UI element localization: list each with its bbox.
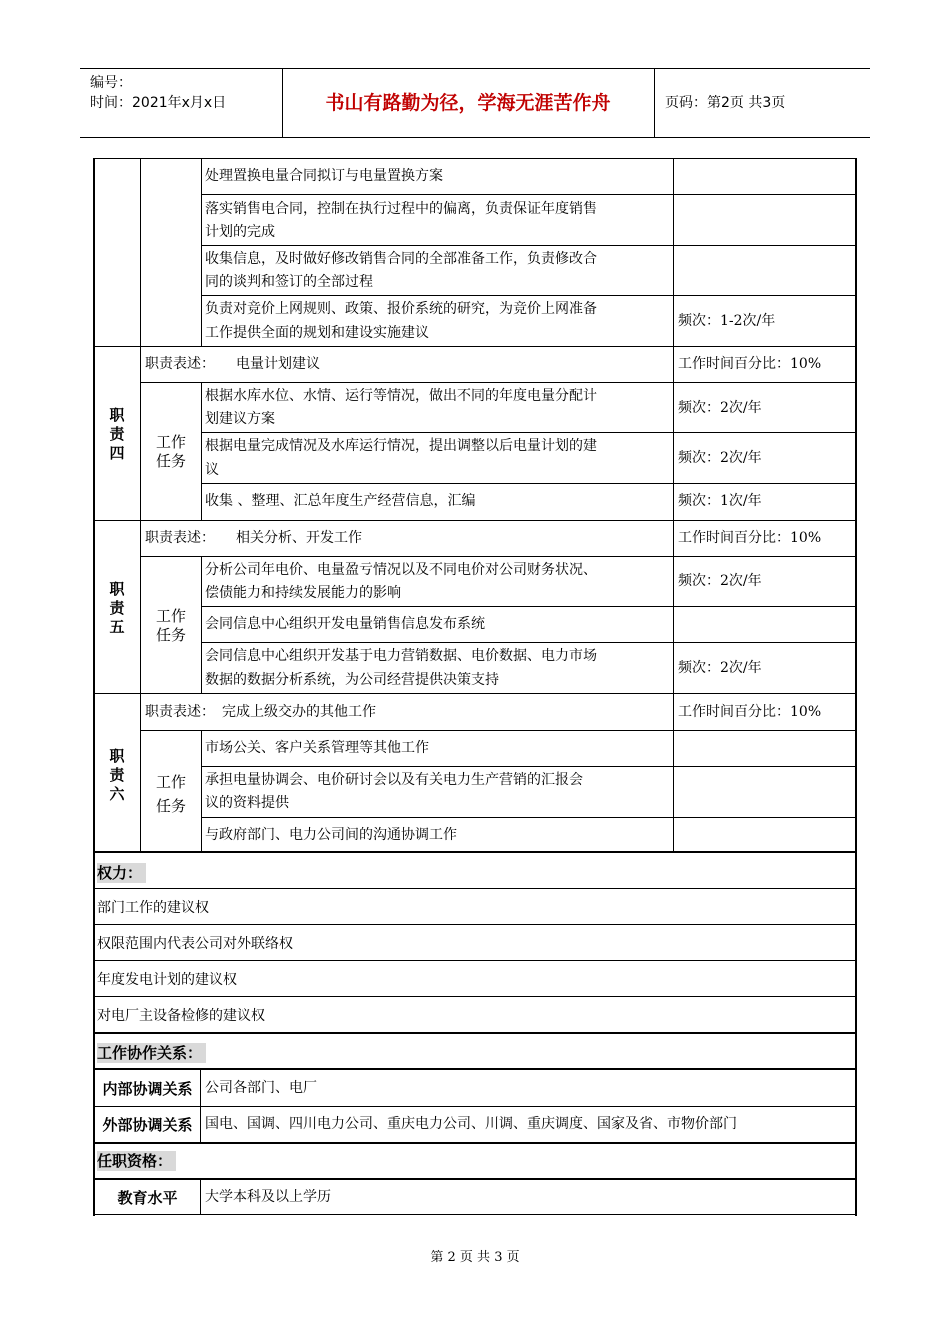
task-frequency: 频次：2次/年 bbox=[678, 400, 762, 416]
task-text: 收集 、整理、汇总年度生产经营信息，汇编 bbox=[205, 493, 476, 509]
doc-code-label: 编号： bbox=[90, 75, 132, 91]
task-label: 工作 任务 bbox=[155, 433, 186, 470]
task-text: 数据的数据分析系统，为公司经营提供决策支持 bbox=[205, 672, 499, 688]
task-text: 会同信息中心组织开发基于电力营销数据、电价数据、电力市场 bbox=[205, 648, 597, 664]
internal-relations-label: 内部协调关系 bbox=[102, 1080, 193, 1098]
duty-desc-label: 职责表述： bbox=[145, 530, 215, 546]
duty-desc-label: 职责表述： bbox=[145, 704, 215, 720]
duty-desc: 相关分析、开发工作 bbox=[236, 530, 362, 546]
power-item: 权限范围内代表公司对外联络权 bbox=[97, 936, 293, 952]
task-text: 收集信息，及时做好修改销售合同的全部准备工作，负责修改合 bbox=[205, 251, 597, 267]
task-text: 同的谈判和签订的全部过程 bbox=[205, 274, 373, 290]
task-label: 工作 任务 bbox=[155, 607, 186, 644]
header-motto: 书山有路勤为径，学海无涯苦作舟 bbox=[282, 69, 655, 137]
task-text: 议的资料提供 bbox=[205, 795, 289, 811]
task-text: 议 bbox=[205, 462, 219, 478]
external-relations-value: 国电、国调、四川电力公司、重庆电力公司、川调、重庆调度、国家及省、市物价部门 bbox=[205, 1116, 737, 1132]
task-frequency: 频次：2次/年 bbox=[678, 573, 762, 589]
duty-time-percent: 工作时间百分比：10% bbox=[678, 356, 822, 372]
task-text: 市场公关、客户关系管理等其他工作 bbox=[205, 740, 429, 756]
task-label: 工作 任务 bbox=[155, 773, 186, 815]
education-label: 教育水平 bbox=[117, 1189, 178, 1207]
doc-time-label: 时间：2021年x月x日 bbox=[90, 95, 227, 111]
duty-time-percent: 工作时间百分比：10% bbox=[678, 704, 822, 720]
header-left bbox=[80, 69, 283, 137]
qualification-section-label: 任职资格： bbox=[97, 1151, 176, 1171]
task-text: 落实销售电合同，控制在执行过程中的偏离，负责保证年度销售 bbox=[205, 201, 597, 217]
task-frequency: 频次：1-2次/年 bbox=[678, 313, 776, 329]
task-text: 计划的完成 bbox=[205, 224, 275, 240]
task-text: 工作提供全面的规划和建设实施建议 bbox=[205, 325, 429, 341]
header-page-info: 页码：第2页 共3页 bbox=[665, 95, 786, 111]
task-text: 划建议方案 bbox=[205, 411, 275, 427]
external-relations-label: 外部协调关系 bbox=[102, 1116, 193, 1134]
power-item: 对电厂主设备检修的建议权 bbox=[97, 1008, 265, 1024]
task-text: 会同信息中心组织开发电量销售信息发布系统 bbox=[205, 616, 485, 632]
relations-section-label: 工作协作关系： bbox=[97, 1043, 206, 1063]
page-footer: 第 2 页 共 3 页 bbox=[430, 1250, 520, 1265]
task-frequency: 频次：2次/年 bbox=[678, 660, 762, 676]
task-text: 根据电量完成情况及水库运行情况，提出调整以后电量计划的建 bbox=[205, 438, 597, 454]
task-frequency: 频次：1次/年 bbox=[678, 493, 762, 509]
task-text: 与政府部门、电力公司间的沟通协调工作 bbox=[205, 827, 457, 843]
internal-relations-value: 公司各部门、电厂 bbox=[205, 1080, 317, 1096]
task-text: 负责对竞价上网规则、政策、报价系统的研究，为竞价上网准备 bbox=[205, 301, 597, 317]
duty-title: 职 责 六 bbox=[109, 747, 125, 803]
task-text: 承担电量协调会、电价研讨会以及有关电力生产营销的汇报会 bbox=[205, 772, 583, 788]
task-text: 分析公司年电价、电量盈亏情况以及不同电价对公司财务状况、 bbox=[205, 562, 597, 578]
power-item: 年度发电计划的建议权 bbox=[97, 972, 237, 988]
power-section-label: 权力： bbox=[97, 863, 146, 883]
duty-time-percent: 工作时间百分比：10% bbox=[678, 530, 822, 546]
page-header bbox=[80, 68, 870, 138]
duty-title: 职 责 五 bbox=[109, 580, 125, 636]
task-text: 根据水库水位、水情、运行等情况，做出不同的年度电量分配计 bbox=[205, 388, 597, 404]
duty-desc-label: 职责表述： bbox=[145, 356, 215, 372]
duty-desc: 完成上级交办的其他工作 bbox=[222, 704, 376, 720]
power-item: 部门工作的建议权 bbox=[97, 900, 209, 916]
education-value: 大学本科及以上学历 bbox=[205, 1189, 331, 1205]
duty-desc: 电量计划建议 bbox=[236, 356, 320, 372]
duty-title: 职 责 四 bbox=[109, 406, 125, 462]
task-frequency: 频次：2次/年 bbox=[678, 450, 762, 466]
task-text: 偿债能力和持续发展能力的影响 bbox=[205, 585, 401, 601]
task-text: 处理置换电量合同拟订与电量置换方案 bbox=[205, 168, 443, 184]
